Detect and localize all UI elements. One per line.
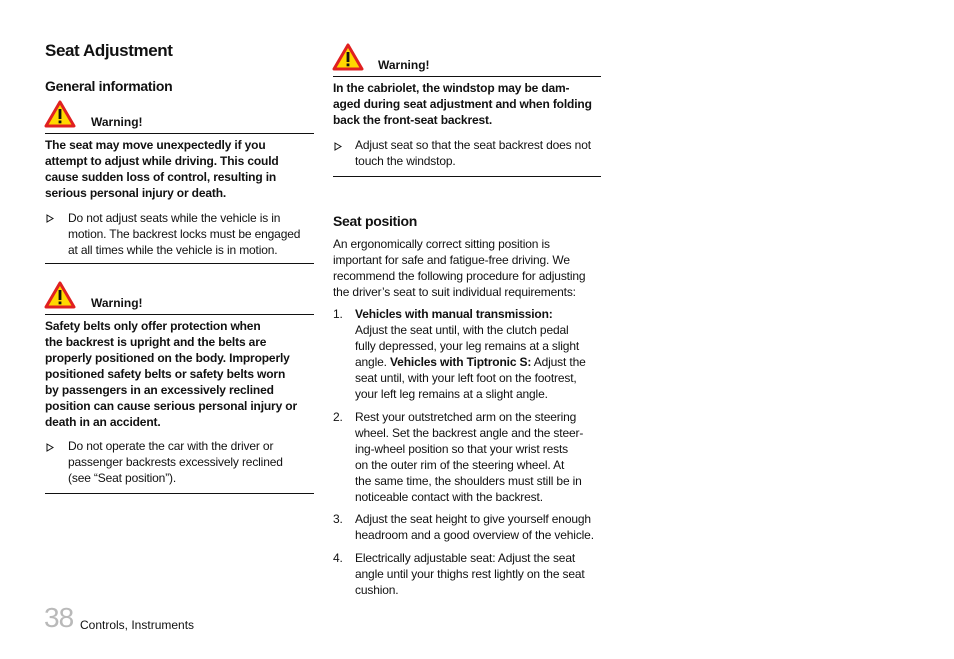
list-item: Rest your outstretched arm on the steering wheel. Set the backrest angle and the steer- ing-wheel position so that your wrist rests on the outer rim of the steering wheel. At the same time, the shoulders must still be in noticeable contact with the backrest. — [355, 410, 584, 504]
warning-rule — [45, 314, 314, 315]
page-title: Seat Adjustment — [45, 41, 173, 60]
triangle-bullet-icon — [46, 214, 54, 223]
manual-transmission-label: Vehicles with manual transmission: — [355, 307, 553, 321]
warning-rule — [45, 133, 314, 134]
section-divider — [45, 263, 314, 264]
page-number: 38 — [44, 602, 74, 633]
list-item: Electrically adjustable seat: Adjust the seat angle until your thighs rest lightly on the seat cushion. — [355, 551, 585, 597]
triangle-bullet-icon — [334, 142, 342, 151]
list-item-number: 2. — [333, 410, 343, 424]
tiptronic-text: Adjust the seat until, with your left foot on the footrest, your left leg remains at a slight angle. — [355, 355, 586, 401]
warning-instruction: Adjust seat so that the seat backrest does not touch the windstop. — [355, 138, 591, 168]
warning-triangle-icon — [44, 100, 76, 128]
list-item — [355, 306, 610, 402]
warning-body: The seat may move unexpectedly if you attempt to adjust while driving. This could cause sudden loss of control, resulting in serious personal injury or death. — [45, 138, 279, 200]
warning-label: Warning! — [91, 115, 143, 129]
warning-instruction: Do not adjust seats while the vehicle is in motion. The backrest locks must be engaged at all times while the vehicle is in motion. — [68, 211, 301, 257]
warning-rule — [333, 76, 601, 77]
seat-position-intro: An ergonomically correct sitting position is important for safe and fatigue-free driving. We recommend the following procedure for adjusting the driver’s seat to suit individual requirements: — [333, 237, 586, 299]
warning-label: Warning! — [91, 296, 143, 310]
seat-position-heading: Seat position — [333, 213, 417, 229]
list-item-number: 1. — [333, 307, 343, 321]
section-divider — [45, 493, 314, 494]
section-name: Controls, Instruments — [80, 618, 195, 632]
warning-body: Safety belts only offer protection when the backrest is upright and the belts are properly positioned on the body. Improperly positioned safety belts or safety belts worn by passengers in an excessively reclined position can cause serious personal injury or death in an accident. — [45, 319, 297, 429]
list-item-number: 3. — [333, 512, 343, 526]
warning-triangle-icon — [44, 281, 76, 309]
general-info-heading: General information — [45, 78, 173, 94]
warning-label: Warning! — [378, 58, 430, 72]
triangle-bullet-icon — [46, 443, 54, 452]
section-divider — [333, 176, 601, 177]
warning-triangle-icon — [332, 43, 364, 71]
warning-body: In the cabriolet, the windstop may be dam- aged during seat adjustment and when folding back the front-seat backrest. — [333, 81, 592, 127]
list-item-number: 4. — [333, 551, 343, 565]
tiptronic-label: Vehicles with Tiptronic S: — [389, 355, 532, 369]
manual-transmission-text: Adjust the seat until, with the clutch pedal fully depressed, your leg remains at a slight angle. — [355, 323, 580, 369]
list-item: Adjust the seat height to give yourself enough headroom and a good overview of the vehicle. — [355, 512, 594, 542]
warning-instruction: Do not operate the car with the driver or passenger backrests excessively reclined (see “Seat position”). — [68, 439, 283, 485]
